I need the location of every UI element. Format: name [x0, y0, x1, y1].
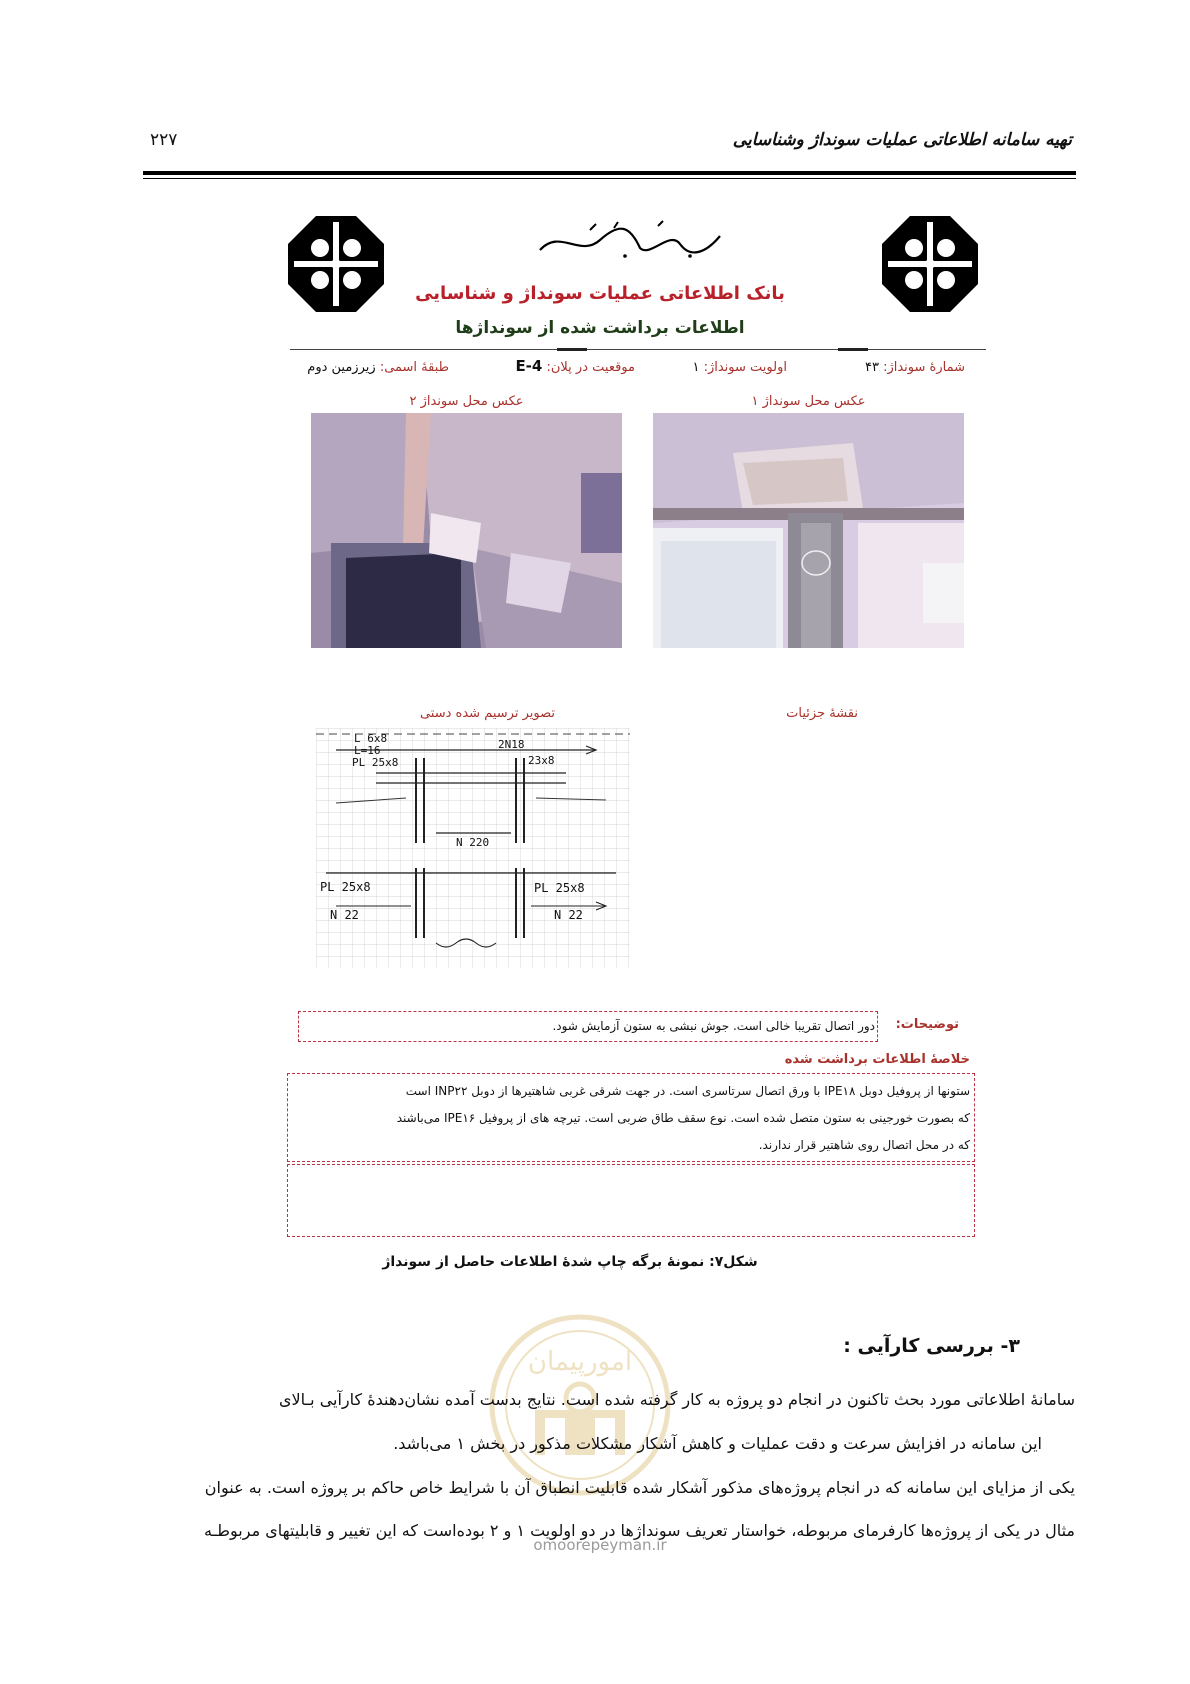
detail-map-caption: نقشهٔ جزئیات — [786, 706, 858, 721]
watermark-text: امورپیمان — [527, 1347, 633, 1377]
sketch-label: N 22 — [554, 908, 583, 922]
header-rule — [143, 171, 1076, 175]
sketch-label: L=16 — [354, 744, 381, 757]
sketch-label: PL 25x8 — [320, 880, 371, 894]
sketch-label: PL 25x8 — [534, 881, 585, 895]
bank-subtitle: اطلاعات برداشت شده از سونداژها — [455, 318, 745, 338]
hand-drawing-caption: تصویر ترسیم شده دستی — [419, 706, 555, 721]
bank-title: بانک اطلاعاتی عملیات سونداژ و شناسایی — [415, 283, 785, 304]
page-number: ۲۲۷ — [150, 130, 178, 150]
paragraph-line: یکی از مزایای این سامانه که در انجام پروژه‌های مذکور آشکار شده قابلیت انطباق آن با شرایط خاص حاکم بر پروژه است. به عنوان — [204, 1478, 1075, 1497]
form-header-mark — [838, 348, 868, 351]
octagon-logo-icon — [880, 214, 980, 314]
form-header-mark — [557, 348, 587, 351]
running-header-title: تهیه سامانه اطلاعاتی عملیات سونداژ وشناسایی — [732, 130, 1072, 150]
sketch-label: N 220 — [456, 836, 490, 849]
paragraph-line: این سامانه در افزایش سرعت و دقت عملیات و کاهش آشکار مشکلات مذکور در بخش ۱ می‌باشد. — [393, 1434, 1042, 1453]
sketch-label: L 6x8 — [354, 732, 388, 745]
sketch-label: N 22 — [330, 908, 359, 922]
sondage-number-field: شمارهٔ سونداژ: ۴۳ — [864, 360, 965, 375]
plan-location-field: موقعیت در پلان: E-4 — [515, 357, 635, 375]
floor-field: طبقهٔ اسمی: زیرزمین دوم — [307, 360, 449, 375]
photo1-caption: عکس محل سونداژ ۱ — [751, 394, 866, 409]
sketch-label: PL 25x8 — [352, 756, 399, 769]
summary-line: که بصورت خورجینی به ستون متصل شده است. نوع سقف طاق ضربی است. تیرچه های از پروفیل IPE۱۶ می‌باشند — [396, 1111, 970, 1125]
figure-caption: شکل۷: نمونهٔ برگه چاپ شدهٔ اطلاعات حاصل از سونداژ — [382, 1254, 758, 1270]
sketch-label: 2N18 — [498, 738, 525, 751]
company-signature — [530, 218, 730, 262]
paragraph-line: سامانهٔ اطلاعاتی مورد بحث تاکنون در انجام دو پروژه به کار گرفته شده است. نتایج بدست آمده نشان‌دهندهٔ کارآیی بـالای — [278, 1390, 1075, 1409]
summary-line: ستونها از پروفیل دوبل IPE۱۸ با ورق اتصال سرتاسری است. در جهت شرقی غربی شاهتیرها از دوبل INP۲۲ است — [405, 1084, 970, 1098]
form-header-line — [290, 349, 986, 350]
paragraph-line: مثال در یکی از پروژه‌ها کارفرمای مربوطه، خواستار تعریف سونداژها در دو اولویت ۱ و ۲ بوده‌است که این تغییر و قابلیتهای مربوطـه — [204, 1521, 1075, 1540]
sketch-label: 23x8 — [528, 754, 555, 767]
hand-drawn-sketch — [316, 728, 630, 968]
priority-field: اولویت سونداژ: ۱ — [692, 360, 787, 375]
notes-text: دور اتصال تقریبا خالی است. جوش نبشی به ستون آزمایش شود. — [552, 1019, 875, 1033]
section-heading: ۳- بررسی کارآیی : — [843, 1335, 1020, 1357]
empty-box — [287, 1164, 975, 1237]
summary-label: خلاصهٔ اطلاعات برداشت شده — [784, 1052, 970, 1067]
summary-line: که در محل اتصال روی شاهتیر قرار ندارند. — [758, 1138, 970, 1152]
octagon-logo-icon — [286, 214, 386, 314]
watermark-url: omoorepeyman.ir — [533, 1536, 667, 1554]
site-photo-2 — [311, 413, 622, 648]
summary-text — [294, 1078, 970, 1159]
site-photo-1 — [653, 413, 964, 648]
photo2-caption: عکس محل سونداژ ۲ — [409, 394, 524, 409]
header-rule-thin — [143, 178, 1076, 179]
notes-label: توضیحات: — [895, 1017, 959, 1032]
